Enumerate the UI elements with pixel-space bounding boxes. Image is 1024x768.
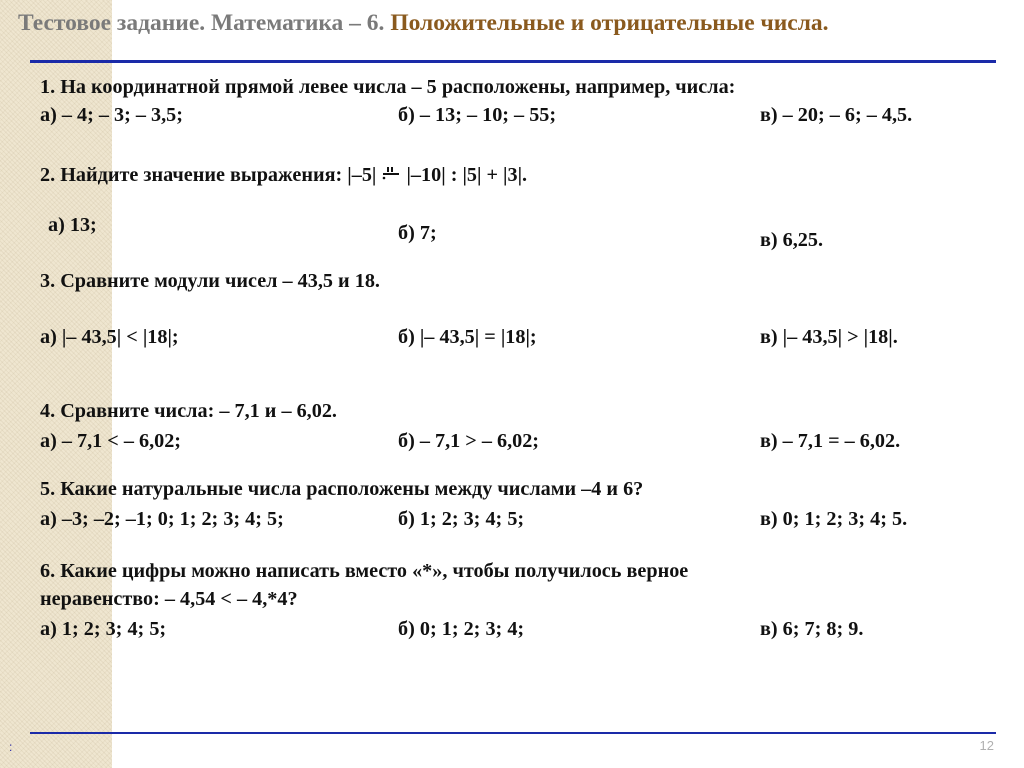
question-2-text-after: |–10| : |5| + |3|. (401, 164, 528, 186)
corner-mark: : (9, 740, 13, 754)
title-part-subject: Тестовое задание. Математика – 6. (18, 10, 385, 36)
page-number: 12 (979, 738, 994, 753)
question-3-answer-b: б) |– 43,5| = |18|; (398, 326, 537, 348)
question-4-answer-c: в) – 7,1 = – 6,02. (760, 430, 901, 452)
question-6-text-line-1: 6. Какие цифры можно написать вместо «*», чтобы получилось верное (40, 560, 689, 582)
question-3-answer-c: в) |– 43,5| > |18|. (760, 326, 898, 348)
question-2-answer-a: а) 13; (48, 214, 97, 236)
question-6-answer-b: б) 0; 1; 2; 3; 4; (398, 618, 525, 640)
question-1-answer-c: в) – 20; – 6; – 4,5. (760, 104, 913, 126)
question-6-text-line-2: неравенство: – 4,54 < – 4,*4? (40, 588, 298, 610)
top-divider (30, 60, 996, 63)
test-content (40, 66, 1000, 706)
question-5-answer-c: в) 0; 1; 2; 3; 4; 5. (760, 508, 908, 530)
question-3-answer-a: а) |– 43,5| < |18|; (40, 326, 179, 348)
question-1-answer-a: а) – 4; – 3; – 3,5; (40, 104, 183, 126)
question-1-answer-b: б) – 13; – 10; – 55; (398, 104, 557, 126)
question-3-text: 3. Сравните модули чисел – 43,5 и 18. (40, 270, 380, 292)
question-5-text: 5. Какие натуральные числа расположены между числами –4 и 6? (40, 478, 644, 500)
title-part-topic: Положительные и отрицательные числа. (384, 10, 829, 36)
question-2-text (40, 162, 527, 188)
question-1-text: 1. На координатной прямой левее числа – 5 расположены, например, числа: (40, 76, 736, 98)
page-title (18, 8, 829, 38)
question-2-answer-b: б) 7; (398, 222, 437, 244)
question-2-answer-c: в) 6,25. (760, 229, 824, 251)
question-4-answer-b: б) – 7,1 > – 6,02; (398, 430, 540, 452)
question-2-text-before: 2. Найдите значение выражения: |–5| (40, 164, 382, 186)
question-6-answer-c: в) 6; 7; 8; 9. (760, 618, 864, 640)
question-6-answer-a: а) 1; 2; 3; 4; 5; (40, 618, 167, 640)
slide-header (0, 0, 1024, 48)
bottom-divider (30, 732, 996, 734)
question-4-text: 4. Сравните числа: – 7,1 и – 6,02. (40, 400, 337, 422)
question-5-answer-b: б) 1; 2; 3; 4; 5; (398, 508, 525, 530)
minus-divide-operator-icon (381, 163, 401, 183)
question-5-answer-a: а) –3; –2; –1; 0; 1; 2; 3; 4; 5; (40, 508, 284, 530)
question-4-answer-a: а) – 7,1 < – 6,02; (40, 430, 182, 452)
